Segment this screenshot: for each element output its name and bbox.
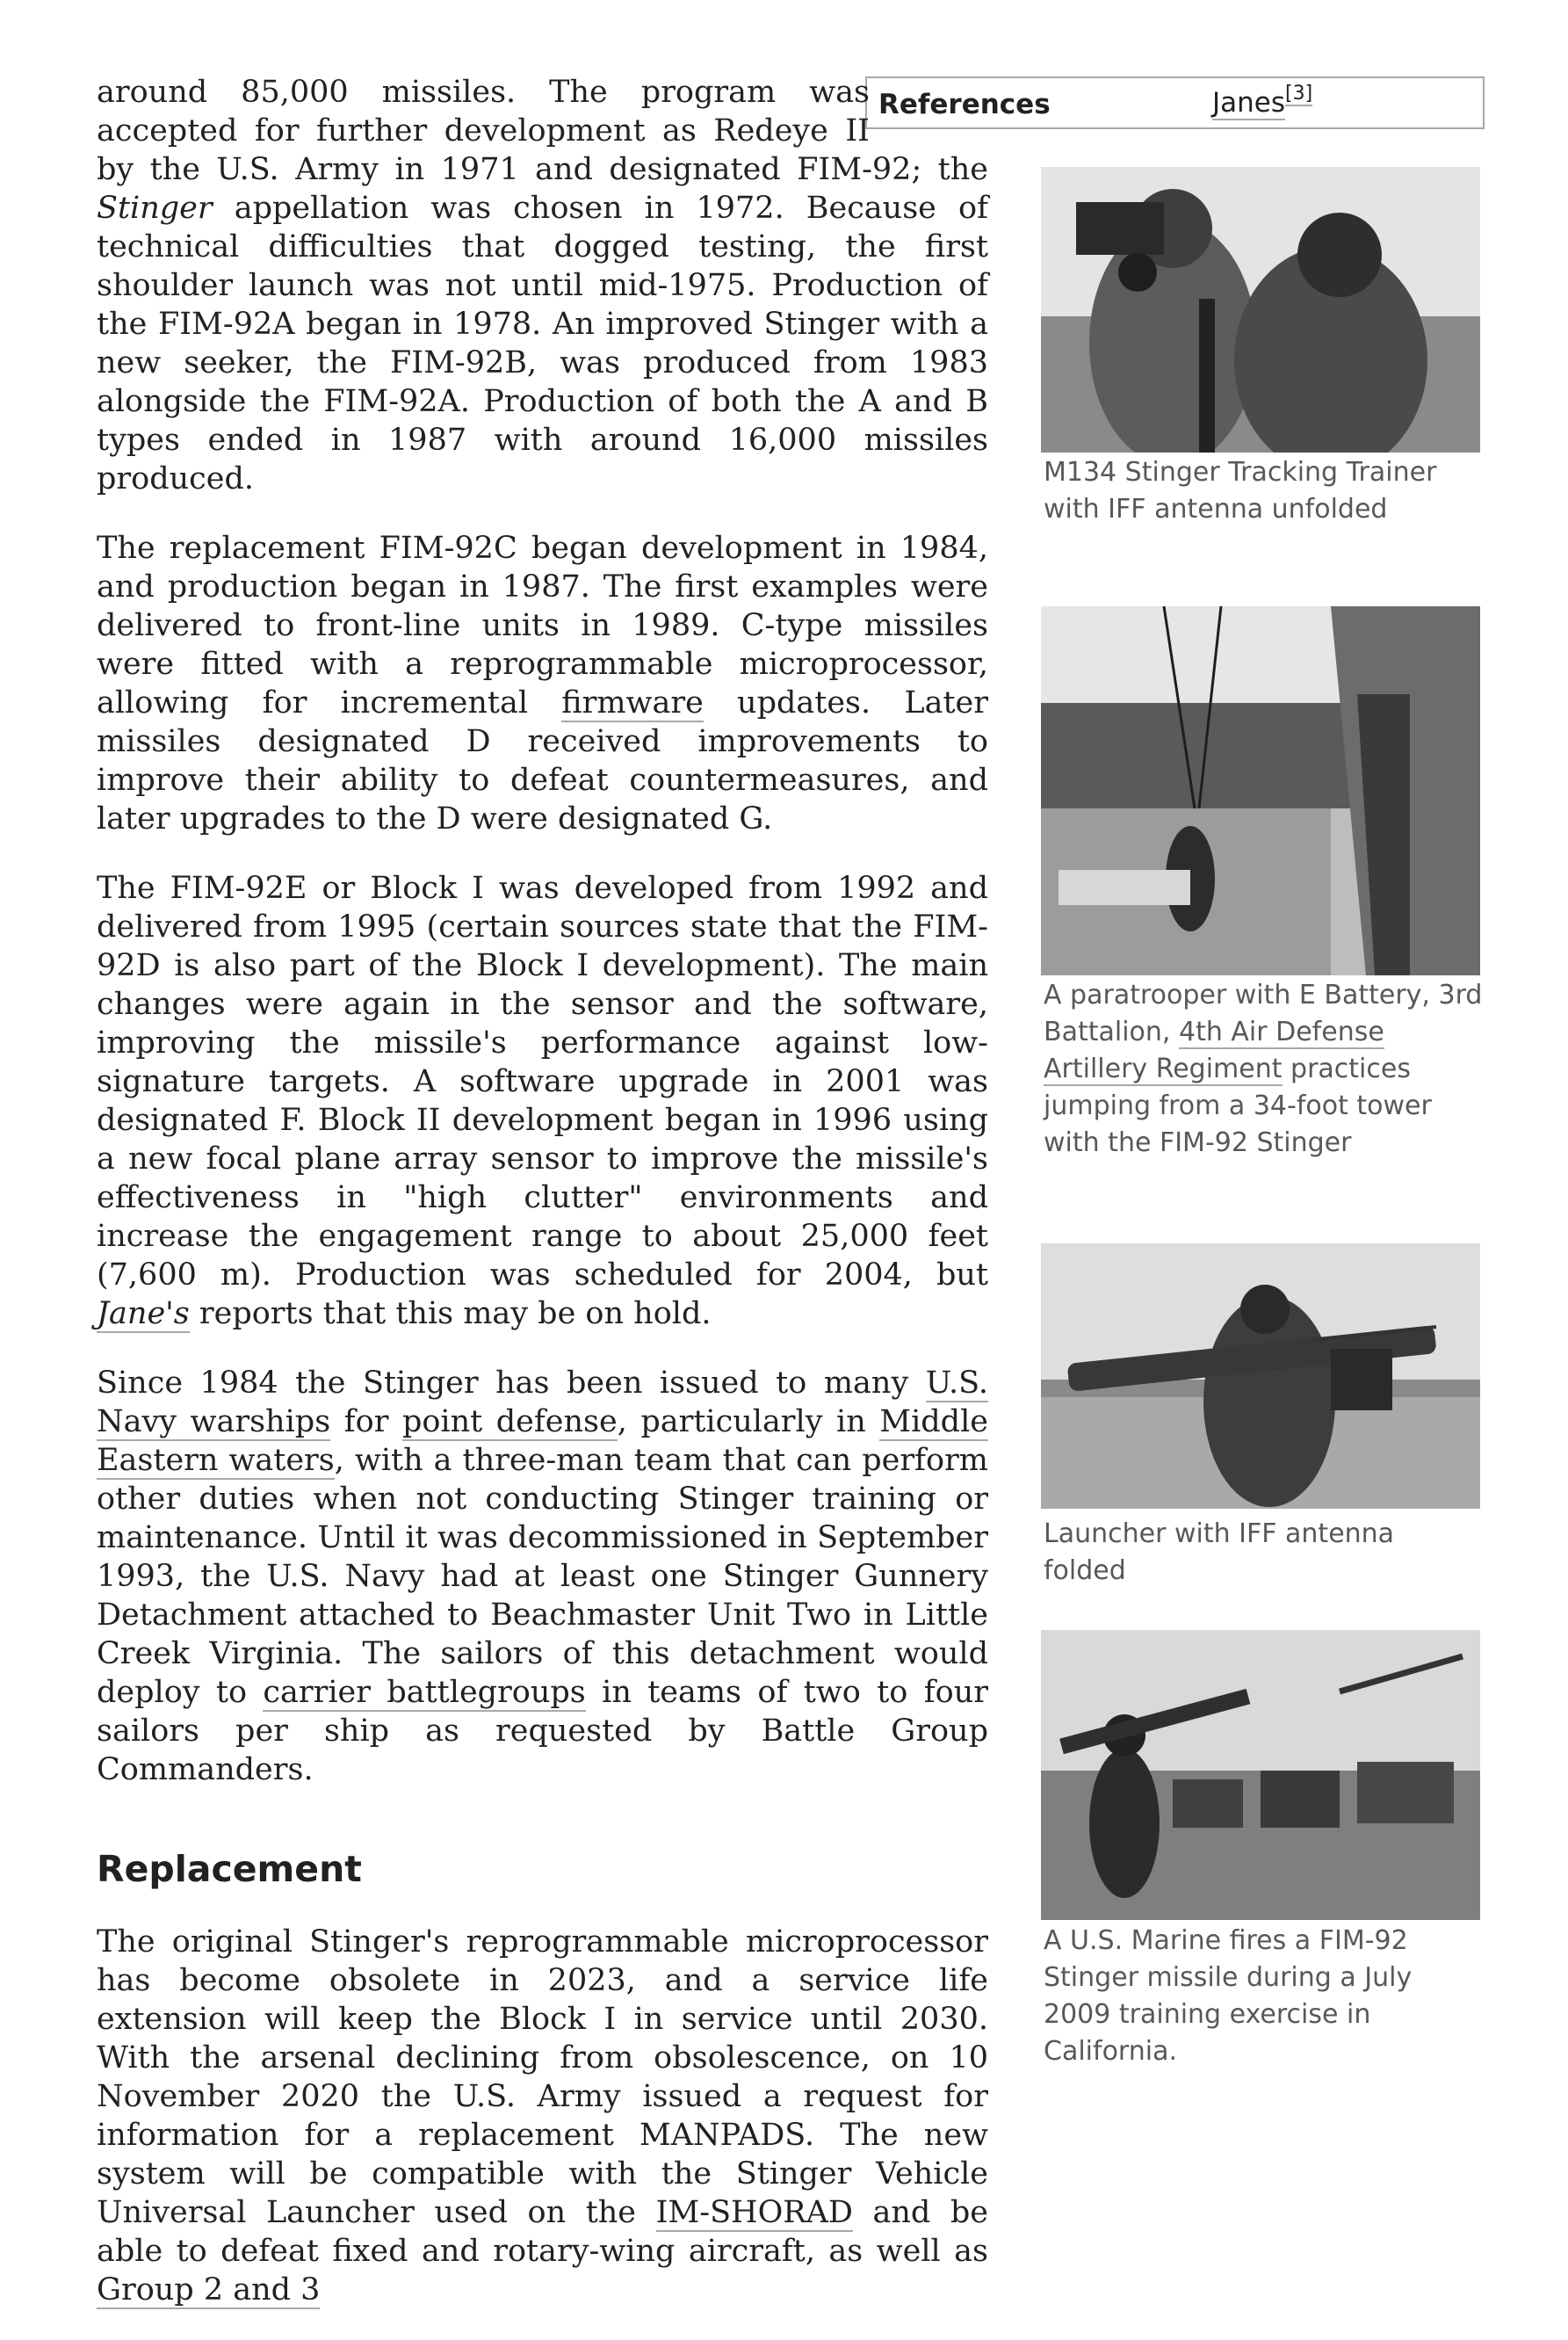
us-navy-warships-link[interactable]: U.S. Navy warships — [97, 1366, 988, 1439]
stinger-emphasis: Stinger — [97, 191, 213, 226]
janes-article-link[interactable]: Jane's — [97, 1296, 190, 1331]
photo-tracking-trainer[interactable] — [1041, 167, 1480, 453]
im-shorad-link[interactable]: IM-SHORAD — [655, 2195, 853, 2230]
janes-link[interactable]: Janes — [1212, 87, 1286, 119]
caption-launcher-folded: Launcher with IFF antenna folded — [1044, 1518, 1395, 1586]
carrier-battlegroups-link[interactable]: carrier battlegroups — [263, 1675, 586, 1710]
photo-marine-fires[interactable] — [1041, 1630, 1480, 1920]
firmware-link[interactable]: firmware — [561, 685, 704, 721]
paragraph-fim92c: The replacement FIM-92C began development in 1984, and production began in 1987. The first examples were delivered to front-line units in 1989. C-type missiles were fitted with a reprogrammable microprocessor, allowing for incremental firmware updates. Later missiles designated D received improvements to improve their ability to defeat countermeasures, and later upgrades to the D were designated G. — [97, 531, 988, 837]
paragraph-replacement: The original Stinger's reprogrammable microprocessor has become obsolete in 2023, and a service life extension will keep the Block I in service until 2030. With the arsenal declining from obsolescence, on 10 November 2020 the U.S. Army issued a request for information for a replacement MANPADS. The new system will be compatible with the Stinger Vehicle Universal Launcher used on the IM-SHORAD and be able to defeat fixed and rotary-wing aircraft, as well as Group 2 and 3 — [97, 1924, 988, 2307]
section-heading-replacement: Replacement — [97, 1848, 362, 1890]
paragraph-block-i: The FIM-92E or Block I was developed from 1992 and delivered from 1995 (certain sources state that the FIM-92D is also part of the Block I development). The main changes were again in the sensor and the software, improving the missile's performance against low-signature targets. A software upgrade in 2001 was designated F. Block II development began in 1996 using a new focal plane array sensor to improve the missile's effectiveness in "high clutter" environments and increase the engagement range to about 25,000 feet (7,600 m). Production was scheduled for 2004, but Jane's reports that this may be on hold. — [97, 871, 988, 1331]
middle-eastern-waters-link[interactable]: Middle Eastern waters — [97, 1404, 988, 1478]
paragraph-navy: Since 1984 the Stinger has been issued to many U.S. Navy warships for point defense, particularly in Middle Eastern waters, with a three-man team that can perform other duties when not conducting Stinger training or maintenance. Until it was decommissioned in September 1993, the U.S. Navy had at least one Stinger Gunnery Detachment attached to Beachmaster Unit Two in Little Creek Virginia. The sailors of this detachment would deploy to carrier battlegroups in teams of two to four sailors per ship as requested by Battle Group Commanders. — [97, 1366, 989, 1787]
photo-paratrooper-tower[interactable] — [1041, 606, 1480, 975]
caption-marine-fires: A U.S. Marine fires a FIM-92 Stinger missile during a July 2009 training exercise in California. — [1044, 1925, 1413, 2067]
caption-tracking-trainer: M134 Stinger Tracking Trainer with IFF antenna unfolded — [1044, 457, 1437, 525]
point-defense-link[interactable]: point defense — [401, 1404, 618, 1439]
photo-launcher-folded[interactable] — [1041, 1243, 1480, 1509]
caption-paratrooper: A paratrooper with E Battery, 3rd Battalion, 4th Air Defense Artillery Regiment practices jumping from a 34-foot tower with the FIM-92 Stinger — [1044, 980, 1483, 1158]
reference-3-link[interactable]: [3] — [1285, 83, 1313, 105]
article-body — [97, 73, 988, 2340]
infobox-label: References — [878, 89, 1051, 120]
4th-air-defense-artillery-regiment-link[interactable]: 4th Air Defense Artillery Regiment — [1044, 1017, 1384, 1084]
paragraph-history: around 85,000 missiles. The program was accepted for further development as Redeye II by the U.S. Army in 1971 and designated FIM-92; the Stinger appellation was chosen in 1972. Because of technical difficulties that dogged testing, the first shoulder launch was not until mid-1975. Production of the FIM-92A began in 1978. An improved Stinger with a new seeker, the FIM-92B, was produced from 1983 alongside the FIM-92A. Production of both the A and B types ended in 1987 with around 16,000 missiles produced. — [97, 75, 988, 496]
group-2-and-3-link[interactable]: Group 2 and 3 — [97, 2272, 321, 2307]
infobox-spacer — [896, 76, 1515, 127]
